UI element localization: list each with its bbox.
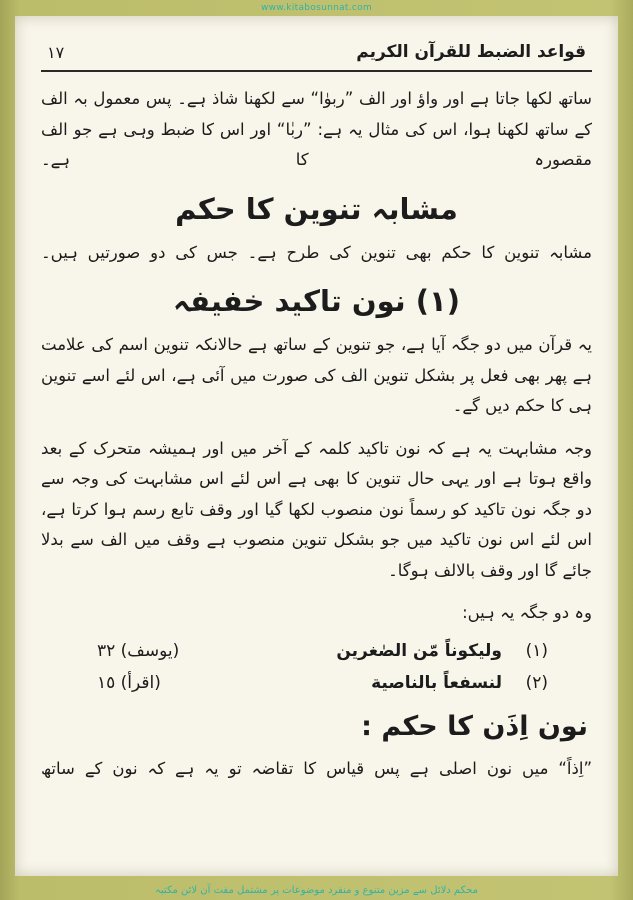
page-body <box>15 16 618 876</box>
verse-item-2 <box>41 673 592 693</box>
verse-number: (۲) <box>525 672 548 693</box>
verse-reference: (اقرأ) ١٥ <box>97 672 161 693</box>
paragraph-noon-takid-1: یہ قرآن میں دو جگہ آیا ہے، جو تنوین کے ساتھ ہے حالانکہ تنوین اسم کی علامت ہے پھر بھی فعل پر بشکل تنوین الف کی صورت میں آئی ہے، اس لئے اسے تنوین ہی کا حکم دیں گے۔ <box>41 335 592 416</box>
section-heading-noon-takid-khafifa: (۱) نون تاکید خفیفہ <box>172 284 461 319</box>
page-number: ١٧ <box>47 43 65 62</box>
section-heading-mushaba-tanween: مشابہ تنوین کا حکم <box>175 191 458 226</box>
page-header <box>41 40 592 72</box>
verse-item-1 <box>41 641 592 661</box>
paragraph-continuation: ساتھ لکھا جاتا ہے اور واؤ اور الف ”ربوٰا“ سے لکھنا شاذ ہے۔ پس معمول بہ الف کے ساتھ لکھنا ہوا، اس کی مثال یہ ہے: ”ربٰا“ اور اس کا ضبط وہی ہے جو الف مقصورہ کا ہے۔ <box>41 89 592 170</box>
verse-text: وليكوناً مّن الصٰغرين <box>336 640 502 661</box>
verse-number: (۱) <box>525 640 548 661</box>
library-tagline-watermark: محکم دلائل سے مزین متنوع و منفرد موضوعات پر مشتمل مفت آن لائن مکتبہ <box>155 885 478 896</box>
website-watermark-top: www.kitabosunnat.com <box>260 3 373 13</box>
paragraph-noon-takid-2: وجہ مشابہت یہ ہے کہ نون تاکید کلمہ کے آخر میں اور ہمیشہ متحرک کے بعد واقع ہوتا ہے اور یہی حال تنوین کا بھی ہے اس لئے اس مشابہت کی وجہ سے دو جگہ نون تاکید کو رسماً نون منصوب لکھا گیا اور وقف تابع رسم ہوا کرتا ہے، اس لئے اس نون تاکید میں جو بشکل تنوین منصوب ہے وقف میں الف سے بدلا جائے گا اور وقف بالالف ہوگا۔ <box>41 438 592 580</box>
verse-text: لنسفعاً بالناصية <box>371 672 502 693</box>
verse-list-intro: وہ دو جگہ یہ ہیں: <box>462 603 592 623</box>
paragraph-mushaba-intro: مشابہ تنوین کا حکم بھی تنوین کی طرح ہے۔ جس کی دو صورتیں ہیں۔ <box>41 242 592 262</box>
book-title: قواعد الضبط للقرآن الكريم <box>356 42 586 62</box>
section-heading-noon-izan: نون اِذَن کا حکم : <box>361 710 588 742</box>
paragraph-noon-izan: ”اِذاً“ میں نون اصلی ہے پس قیاس کا تقاضہ تو یہ ہے کہ نون کے ساتھ <box>41 758 592 778</box>
verse-reference: (یوسف) ٣٢ <box>97 640 180 661</box>
